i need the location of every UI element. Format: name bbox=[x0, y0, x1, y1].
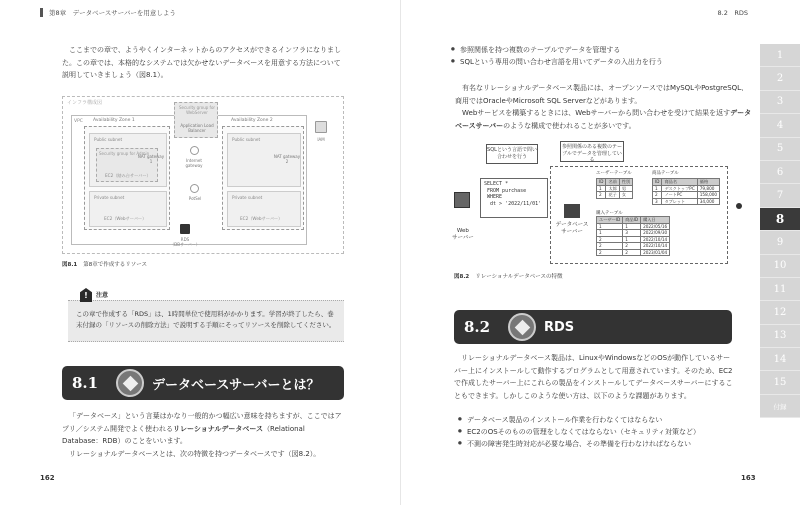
chapter-tab-1[interactable]: 1 bbox=[760, 44, 800, 67]
list-item: ● データベース製品のインストール作業を行わなくてはならない bbox=[458, 414, 738, 426]
running-head-text: 第8章 データベースサーバーを用意しよう bbox=[49, 8, 176, 17]
potsel-icon bbox=[190, 184, 199, 193]
section-number: 8.2 bbox=[464, 318, 491, 336]
table-cell: 太郎 bbox=[606, 185, 619, 192]
chapter-tab-14[interactable]: 14 bbox=[760, 348, 800, 371]
caption-number: 図8.1 bbox=[62, 262, 78, 268]
table-cell: 2022/05/16 bbox=[641, 223, 670, 230]
table-cell: 2 bbox=[653, 192, 662, 199]
paragraph-products: 有名なリレーショナルデータベース製品には、オープンソースではMySQLやPostgreSQL、商用ではOracleやMicrosoft SQL Serverなどがあります。 Webサービスを構築するときには、Webサーバーから問い合わせを受けて結果を返すデータベースサーバーのような構成で使われることが多いです。 bbox=[455, 84, 752, 130]
table-row bbox=[597, 179, 633, 186]
table-cell: 1 bbox=[623, 236, 641, 243]
sql-query-box: SELECT * FROM purchase WHERE dt > '2022/11/01' bbox=[480, 178, 548, 218]
list-item: ● SQLという専用の問い合わせ言語を用いてデータの入出力を行う bbox=[451, 56, 751, 68]
caption-text: リレーショナルデータベースの特徴 bbox=[475, 274, 563, 280]
bullet-list-top bbox=[451, 44, 751, 68]
private-subnet-1 bbox=[89, 191, 167, 227]
table-cell: 性別 bbox=[619, 179, 632, 186]
chapter-tab-7[interactable]: 7 bbox=[760, 184, 800, 207]
table-cell: 1 bbox=[597, 223, 623, 230]
table-cell: ID bbox=[653, 179, 662, 186]
public-subnet-label-2: Public subnet bbox=[232, 137, 261, 142]
section-8-1-banner bbox=[62, 366, 344, 400]
table-cell: タブレット bbox=[662, 198, 697, 205]
list-item: ● 参照関係を持つ複数のテーブルでデータを管理する bbox=[451, 44, 751, 56]
section-8-2-banner bbox=[454, 310, 732, 344]
figure-8-1-caption bbox=[62, 260, 147, 268]
intro-paragraph: ここまでの章で、ようやくインターネットからのアクセスができるインフラになりました。この章では、本格的なシステムでは欠かせないデータベースを用意する方法について説明していきましょう（図8.1）。 bbox=[62, 46, 342, 79]
potsel-label: PotSel bbox=[188, 196, 202, 201]
note-title: 注意 bbox=[96, 292, 109, 299]
rds-icon bbox=[180, 224, 190, 234]
chapter-tab-3[interactable]: 3 bbox=[760, 91, 800, 114]
list-item: ● EC2のOSそのものの管理をしなくてはならない（セキュリティ対策など） bbox=[458, 426, 738, 438]
table-cell: 2 bbox=[597, 243, 623, 250]
nat2-label: NAT gateway 2 bbox=[273, 154, 301, 164]
web-server-label: Web サーバー bbox=[452, 228, 474, 241]
availability-zone-2 bbox=[222, 118, 304, 230]
figure-8-2 bbox=[450, 140, 730, 268]
chapter-tab-11[interactable]: 11 bbox=[760, 278, 800, 301]
table-cell: 商品ID bbox=[623, 217, 641, 224]
table-cell: 2 bbox=[623, 243, 641, 250]
chapter-tab-6[interactable]: 6 bbox=[760, 161, 800, 184]
chapter-tab-13[interactable]: 13 bbox=[760, 325, 800, 348]
warning-icon-glyph: ! bbox=[84, 291, 88, 300]
ec2-web-label-1: EC2（Webサーバー） bbox=[104, 216, 147, 221]
table-row bbox=[653, 198, 720, 205]
table-cell: 1 bbox=[597, 230, 623, 237]
table-cell: 2022/10/14 bbox=[641, 243, 670, 250]
chapter-tab-4[interactable]: 4 bbox=[760, 114, 800, 137]
public-subnet-label: Public subnet bbox=[94, 137, 123, 142]
web-server-icon bbox=[454, 192, 470, 208]
bullet-list-bottom bbox=[458, 414, 738, 450]
running-head-text: 8.2 RDS bbox=[717, 8, 748, 17]
section-title: データベースサーバーとは？ bbox=[152, 377, 320, 393]
table-cell: 名前 bbox=[606, 179, 619, 186]
az2-title: Availability Zone 2 bbox=[231, 118, 273, 123]
table-cell: 男 bbox=[619, 185, 632, 192]
table-cell: 158,000 bbox=[697, 192, 719, 199]
table-cell: 2022/10/14 bbox=[641, 236, 670, 243]
table-cell: 購入日 bbox=[641, 217, 670, 224]
vpc-label: VPC bbox=[74, 119, 83, 124]
sg-admin-label: Security group for Admin bbox=[99, 151, 150, 156]
database-server-label: データベース サーバー bbox=[555, 222, 589, 235]
chapter-tabs bbox=[760, 44, 800, 418]
chapter-tab-appendix[interactable]: 付録 bbox=[760, 395, 800, 418]
product-table bbox=[652, 178, 720, 205]
ec2-bastion-label: EC2（踏み台サーバー） bbox=[105, 173, 151, 178]
page-number-right: 163 bbox=[741, 474, 756, 482]
az1-title: Availability Zone 1 bbox=[93, 118, 135, 123]
table-cell: 1 bbox=[597, 185, 606, 192]
database-server-icon bbox=[564, 204, 580, 218]
table-cell: 34,000 bbox=[697, 198, 719, 205]
table-row bbox=[597, 192, 633, 199]
chapter-tab-9[interactable]: 9 bbox=[760, 231, 800, 254]
caption-number: 図8.2 bbox=[454, 274, 470, 280]
table-cell: 2 bbox=[597, 249, 623, 256]
database-cube-icon bbox=[116, 369, 144, 397]
vpc-box bbox=[71, 105, 307, 245]
caption-text: 第8章で作成するリソース bbox=[83, 262, 147, 268]
chapter-tab-5[interactable]: 5 bbox=[760, 138, 800, 161]
section-number: 8.1 bbox=[72, 374, 99, 392]
table-cell: 2022/09/30 bbox=[641, 230, 670, 237]
table-cell: ユーザーID bbox=[597, 217, 623, 224]
running-head-bar bbox=[40, 8, 43, 17]
alb-label: Application Load Balancer bbox=[180, 123, 214, 133]
note-text: この章で作成する「RDS」は、1時間単位で使用料がかかります。学習が終了したら、巻末付録の「リソースの削除方法」で説明する手順にそってリソースを削除してください。 bbox=[76, 310, 336, 329]
table-cell: 3 bbox=[623, 230, 641, 237]
nat1-label: NAT gateway 1 bbox=[137, 154, 165, 164]
chapter-tab-15[interactable]: 15 bbox=[760, 371, 800, 394]
chapter-tab-2[interactable]: 2 bbox=[760, 67, 800, 90]
section-8-1-body: 「データベース」という言葉はかなり一般的かつ幅広い意味を持ちますが、ここではアプリ／システム開発でよく使われるリレーショナルデータベース（Relational Database：RDB）のことをいいます。 リレーショナルデータベースとは、次の特徴を持つデータベースです（図8.2）。 bbox=[62, 412, 342, 458]
table-cell: 2 bbox=[597, 192, 606, 199]
internet-gateway-icon bbox=[190, 146, 199, 155]
product-table-name: 商品テーブル bbox=[652, 171, 679, 176]
iam-label: IAM bbox=[317, 137, 325, 142]
purchase-table bbox=[596, 216, 670, 256]
private-subnet-label-2: Private subnet bbox=[232, 195, 263, 200]
table-cell: 3 bbox=[653, 198, 662, 205]
table-cell: デスクトップPC bbox=[662, 185, 697, 192]
table-cell: 女 bbox=[619, 192, 632, 199]
user-table bbox=[596, 178, 633, 199]
chapter-tab-10[interactable]: 10 bbox=[760, 255, 800, 278]
table-cell: 2 bbox=[597, 236, 623, 243]
paragraph-rds-intro: リレーショナルデータベース製品は、LinuxやWindowsなどのOSが動作しているサーバー上にインストールして動作するプログラムとして用意されています。そのため、EC2で作成したサーバー上にこれらの製品をインストールしてデータベースサーバーにすることもできます。しかしこのような使い方は、以下のような課題があります。 bbox=[454, 354, 733, 400]
table-cell: 花子 bbox=[606, 192, 619, 199]
table-callout: 参照関係のある複数のテーブルでデータを管理している bbox=[560, 141, 624, 162]
table-cell: ノートPC bbox=[662, 192, 697, 199]
rds-label: RDS bbox=[180, 237, 190, 242]
availability-zone-1 bbox=[84, 118, 170, 230]
db-server-term: データベースサーバー bbox=[455, 109, 752, 130]
purchase-table-name: 購入テーブル bbox=[596, 211, 623, 216]
table-cell: 2 bbox=[623, 249, 641, 256]
private-subnet-2 bbox=[227, 191, 301, 227]
private-subnet-label: Private subnet bbox=[94, 195, 125, 200]
figure-tag: インフラ構成図 bbox=[67, 100, 103, 106]
table-cell: 商品名 bbox=[662, 179, 697, 186]
section-title: RDS bbox=[544, 319, 575, 335]
list-item: ● 不測の障害発生時対応が必要な場合、その準備を行わなければならない bbox=[458, 438, 738, 450]
table-cell: 2023/01/04 bbox=[641, 249, 670, 256]
sg-web-label: Security group for WebServer bbox=[178, 105, 216, 115]
ec2-web-label-2: EC2（Webサーバー） bbox=[240, 216, 283, 221]
rds-sub-label: （DBサーバー） bbox=[170, 242, 200, 247]
sg-web-box bbox=[174, 102, 218, 138]
chapter-tab-8[interactable]: 8 bbox=[760, 208, 800, 231]
figure-8-2-caption bbox=[454, 272, 562, 280]
database-cube-icon bbox=[508, 313, 536, 341]
figure-8-1 bbox=[62, 96, 344, 254]
table-cell: 79,800 bbox=[697, 185, 719, 192]
user-table-name: ユーザーテーブル bbox=[596, 171, 632, 176]
igw-label: Internet gateway bbox=[185, 158, 203, 168]
page-number-left: 162 bbox=[40, 474, 55, 482]
table-cell: 価格 bbox=[697, 179, 719, 186]
running-head-left bbox=[40, 6, 176, 18]
tab-marker-dot bbox=[736, 203, 742, 209]
iam-icon bbox=[315, 121, 327, 133]
table-cell: 1 bbox=[653, 185, 662, 192]
table-cell: 1 bbox=[623, 223, 641, 230]
sql-callout: SQLという言語で問い合わせを行う bbox=[486, 144, 538, 164]
table-cell: ID bbox=[597, 179, 606, 186]
rdb-term: リレーショナルデータベース bbox=[173, 424, 264, 433]
running-head-right bbox=[718, 6, 749, 18]
table-row bbox=[597, 249, 670, 256]
chapter-tab-12[interactable]: 12 bbox=[760, 301, 800, 324]
